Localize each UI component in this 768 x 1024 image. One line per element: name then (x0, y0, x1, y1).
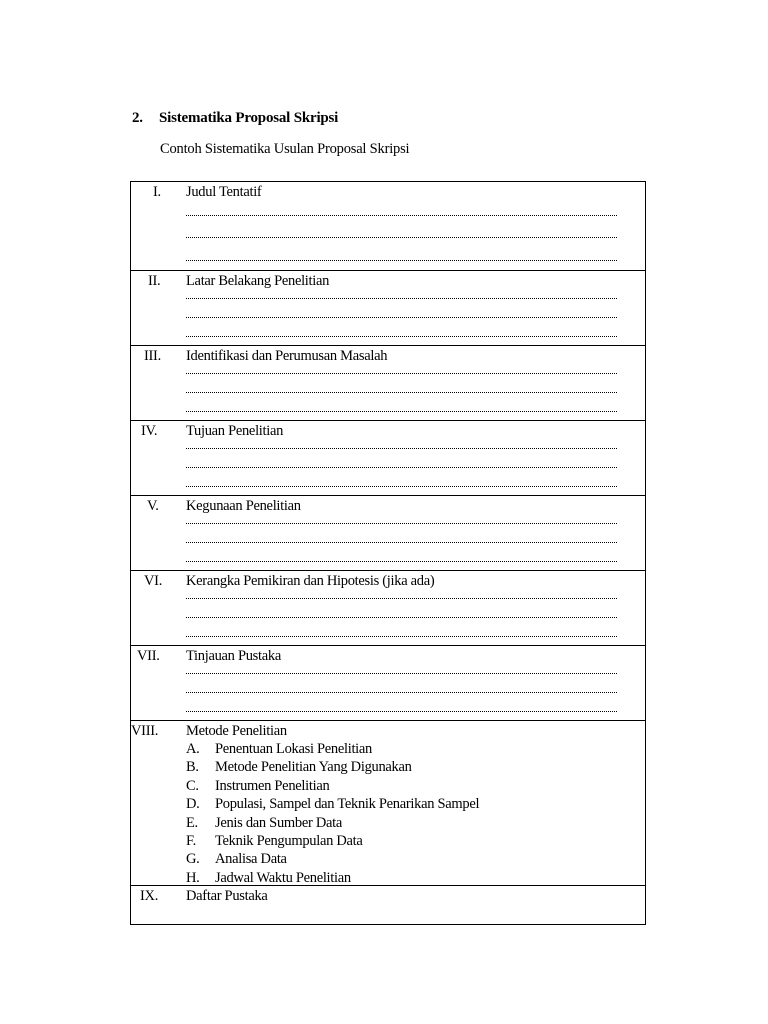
fill-line (186, 260, 617, 261)
fill-line (186, 336, 617, 337)
method-sub-list (186, 740, 479, 887)
row-numeral: IV. (141, 423, 158, 439)
fill-line (186, 237, 617, 238)
row-numeral: III. (144, 348, 161, 364)
row-title: Metode Penelitian (186, 723, 287, 739)
fill-line (186, 317, 617, 318)
row-numeral: V. (147, 498, 159, 514)
row-numeral: IX. (140, 888, 159, 904)
fill-line (186, 636, 617, 637)
list-item: H. Jadwal Waktu Penelitian (186, 869, 351, 886)
fill-line (186, 467, 617, 468)
fill-line (186, 448, 617, 449)
list-item: E. Jenis dan Sumber Data (186, 814, 342, 831)
fill-line (186, 392, 617, 393)
outline-row (131, 420, 645, 495)
section-title: Sistematika Proposal Skripsi (159, 110, 339, 126)
list-item: C. Instrumen Penelitian (186, 777, 330, 794)
outline-row (131, 495, 645, 570)
row-title: Kerangka Pemikiran dan Hipotesis (jika ada) (186, 573, 435, 589)
fill-line (186, 617, 617, 618)
row-numeral: II. (148, 273, 161, 289)
row-title: Kegunaan Penelitian (186, 498, 301, 514)
outline-row (131, 182, 645, 270)
fill-line (186, 711, 617, 712)
list-item: B. Metode Penelitian Yang Digunakan (186, 759, 412, 776)
row-title: Judul Tentatif (186, 184, 262, 200)
section-number: 2. (132, 110, 143, 126)
fill-line (186, 298, 617, 299)
fill-line (186, 561, 617, 562)
fill-line (186, 692, 617, 693)
outline-row (131, 720, 645, 892)
fill-line (186, 673, 617, 674)
fill-line (186, 598, 617, 599)
fill-line (186, 542, 617, 543)
row-title: Tinjauan Pustaka (186, 648, 281, 664)
outline-row (131, 885, 645, 924)
outline-row (131, 645, 645, 720)
fill-line (186, 373, 617, 374)
subheading: Contoh Sistematika Usulan Proposal Skripsi (160, 141, 410, 157)
row-numeral: VI. (144, 573, 163, 589)
row-numeral: I. (153, 184, 161, 200)
row-title: Identifikasi dan Perumusan Masalah (186, 348, 388, 364)
list-item: F. Teknik Pengumpulan Data (186, 832, 363, 849)
row-title: Daftar Pustaka (186, 888, 268, 904)
outline-row (131, 570, 645, 645)
list-item: D. Populasi, Sampel dan Teknik Penarikan Sampel (186, 796, 480, 813)
fill-line (186, 523, 617, 524)
outline-row (131, 270, 645, 345)
row-title: Tujuan Penelitian (186, 423, 284, 439)
row-numeral: VII. (137, 648, 160, 664)
row-numeral: VIII. (131, 723, 159, 739)
fill-line (186, 486, 617, 487)
section-heading (132, 110, 338, 127)
list-item: A. Penentuan Lokasi Penelitian (186, 741, 373, 757)
proposal-outline-table (130, 181, 646, 925)
row-title: Latar Belakang Penelitian (186, 273, 330, 289)
outline-row (131, 345, 645, 420)
list-item: G. Analisa Data (186, 851, 287, 868)
fill-line (186, 215, 617, 216)
fill-line (186, 411, 617, 412)
